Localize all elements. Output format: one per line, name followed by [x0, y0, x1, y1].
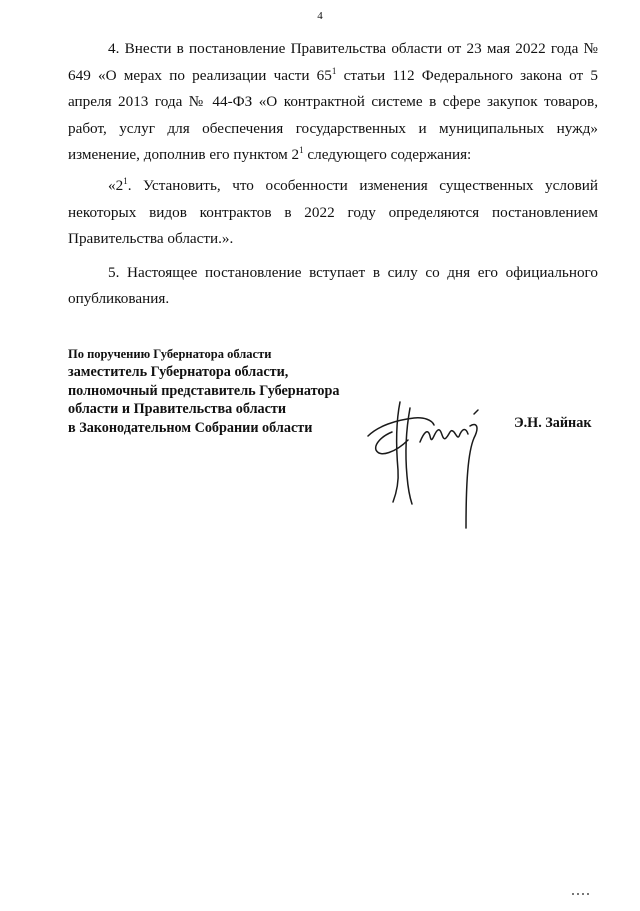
- paragraph-4-part-a: 4. Внести в постановление Правительства области от 23 мая 2022 года № 649 «О мерах по реализации части 65: [68, 40, 598, 84]
- signatory-title-line: полномочный представитель Губернатора: [68, 382, 340, 399]
- scan-artifact-dots: [572, 893, 592, 911]
- handwritten-signature: [362, 392, 492, 532]
- scan-dot: [587, 893, 589, 895]
- page-number: 4: [317, 10, 323, 22]
- signer-name: Э.Н. Зайнак: [514, 415, 592, 431]
- signatory-block: [68, 346, 339, 437]
- scan-dot: [577, 893, 579, 895]
- signatory-intro: По поручению Губернатора области: [68, 347, 272, 361]
- quoted-clause-part-b: . Установить, что особенности изменения существенных условий некоторых видов контрактов в 2022 году определяются постановлением Правительства области.».: [68, 176, 598, 248]
- superscript: 1: [123, 175, 128, 186]
- superscript: 1: [331, 65, 337, 76]
- quoted-clause-part-a: «2: [108, 176, 124, 194]
- signatory-title-line: области и Правительства области: [68, 401, 287, 417]
- paragraph-4-part-b: статьи 112 Федерального закона от 5 апреля 2013 года № 44-ФЗ «О контрактной системе в сфере закупок товаров, работ, услуг для обеспечения государственных и муниципальных нужд» изменение, дополнив его пунктом 2: [68, 66, 598, 164]
- paragraph-4: [68, 36, 598, 169]
- document-body: [68, 36, 598, 320]
- signatory-title-line: в Законодательном Собрании области: [68, 419, 313, 436]
- scan-dot: [582, 893, 584, 895]
- paragraph-5: 5. Настоящее постановление вступает в силу со дня его официального опубликования.: [68, 263, 598, 308]
- quoted-clause: [68, 173, 598, 253]
- signatory-title-line: заместитель Губернатора области,: [68, 364, 289, 380]
- scan-dot: [572, 893, 574, 895]
- paragraph-4-part-c: следующего содержания:: [303, 146, 472, 164]
- superscript: 1: [299, 145, 304, 156]
